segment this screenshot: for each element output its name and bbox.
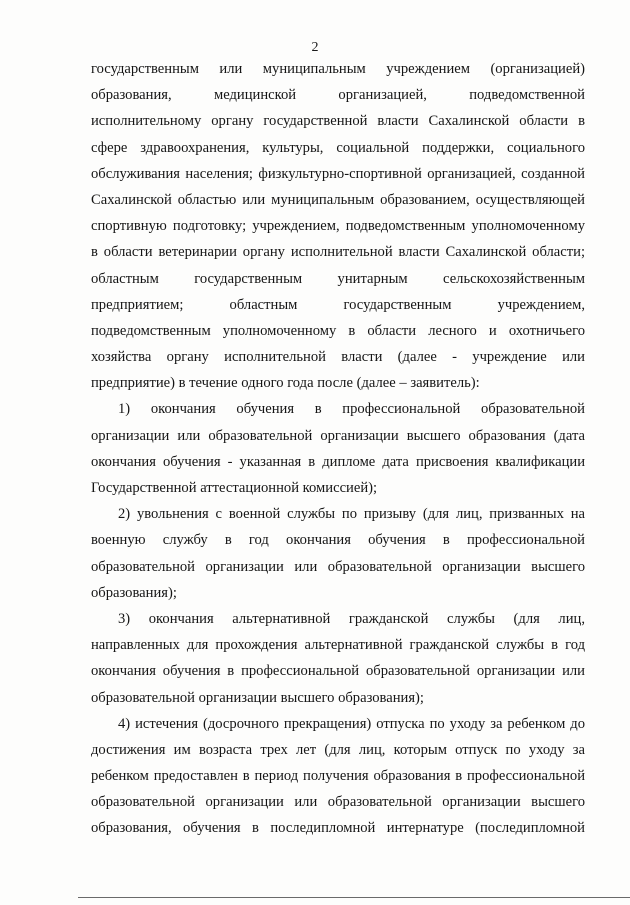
text-line: 2) увольнения с военной службы по призыву (для лиц, призванных на xyxy=(118,506,585,523)
text-line: направленных для прохождения альтернативной гражданской службы в год xyxy=(91,637,585,654)
text-line: образовательной организации высшего образования); xyxy=(91,689,424,706)
text-line: хозяйства органу исполнительной власти (далее - учреждение или xyxy=(91,349,585,366)
text-line: в области ветеринарии органу исполнительной власти Сахалинской области; xyxy=(91,244,585,261)
text-line: Государственной аттестационной комиссией); xyxy=(91,480,378,496)
text-line: образовательной организации или образовательной организации высшего xyxy=(91,794,585,811)
text-line: военную службу в год окончания обучения в профессиональной xyxy=(91,532,585,549)
text-line: спортивную подготовку; учреждением, подведомственным уполномоченному xyxy=(91,218,585,235)
text-line: образовательной организации или образовательной организации высшего xyxy=(91,558,585,575)
text-line: окончания обучения в профессиональной образовательной организации или xyxy=(91,663,585,680)
text-line: организации или образовательной организации высшего образования (дата xyxy=(91,427,585,444)
page-number: 2 xyxy=(311,40,319,55)
text-line: предприятием; областным государственным учреждением, xyxy=(91,296,585,313)
text-line: Сахалинской областью или муниципальным образованием, осуществляющей xyxy=(91,191,585,208)
text-line: подведомственным уполномоченному в области лесного и охотничьего xyxy=(91,322,585,339)
text-line: обслуживания населения; физкультурно-спортивной организацией, созданной xyxy=(91,165,585,182)
text-line: 3) окончания альтернативной гражданской службы (для лиц, xyxy=(118,610,585,627)
text-line: 4) истечения (досрочного прекращения) отпуска по уходу за ребенком до xyxy=(118,715,585,732)
text-line: предприятие) в течение одного года после (далее – заявитель): xyxy=(91,375,480,392)
text-line: исполнительному органу государственной власти Сахалинской области в xyxy=(91,113,585,130)
bottom-rule xyxy=(78,897,630,898)
text-line: образования); xyxy=(91,584,177,601)
text-line: образования, обучения в последипломной интернатуре (последипломной xyxy=(91,820,585,837)
text-line: 1) окончания обучения в профессиональной образовательной xyxy=(118,401,585,418)
text-line: государственным или муниципальным учреждением (организацией) xyxy=(91,61,585,77)
document-body xyxy=(91,56,585,842)
text-line: окончания обучения - указанная в дипломе дата присвоения квалификации xyxy=(91,453,585,470)
text-line: областным государственным унитарным сельскохозяйственным xyxy=(91,270,585,287)
text-line: ребенком предоставлен в период получения образования в профессиональной xyxy=(91,768,585,785)
text-line: достижения им возраста трех лет (для лиц, которым отпуск по уходу за xyxy=(91,741,585,758)
text-line: образования, медицинской организацией, подведомственной xyxy=(91,87,585,104)
text-line: сфере здравоохранения, культуры, социальной поддержки, социального xyxy=(91,139,585,156)
